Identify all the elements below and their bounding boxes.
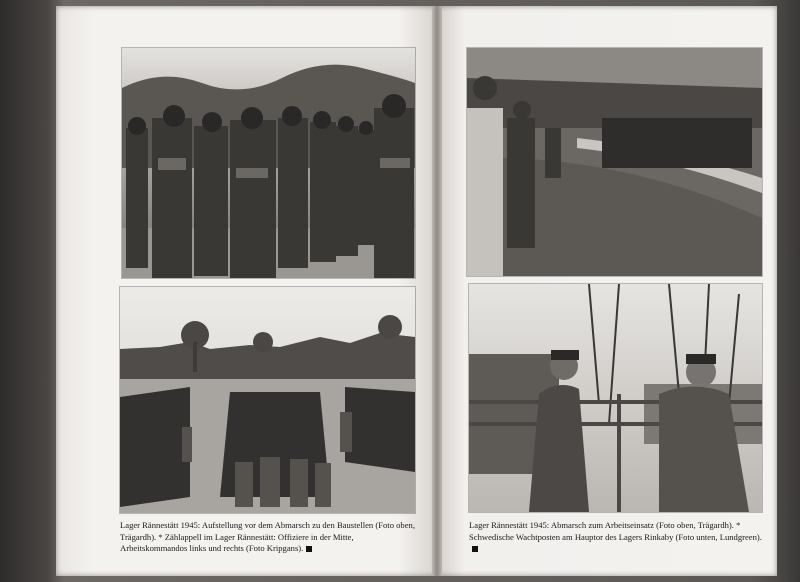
right-caption [469,520,765,555]
photo-roll-call-formation [120,287,415,513]
photo-march-to-work [467,48,762,276]
end-of-caption-mark [472,546,478,552]
end-of-caption-mark [306,546,312,552]
left-caption [120,520,418,555]
photo-guards-at-gate [469,284,762,512]
book-gutter [432,6,442,576]
photo-lineup-soldiers [122,48,415,278]
right-caption-text: Lager Rännestätt 1945: Abmarsch zum Arbeitseinsatz (Foto oben, Trägardh). * Schwedische Wachtposten am Hauptor des Lagers Rinkaby (Foto unten, Lundgreen). [469,520,762,542]
left-caption-text: Lager Rännestätt 1945: Aufstellung vor dem Abmarsch zu den Baustellen (Foto oben, Trägardh). * Zählappell im Lager Rännestätt: Offiziere in der Mitte, Arbeitskommandos links und rechts (Foto Kripgans). [120,520,415,553]
